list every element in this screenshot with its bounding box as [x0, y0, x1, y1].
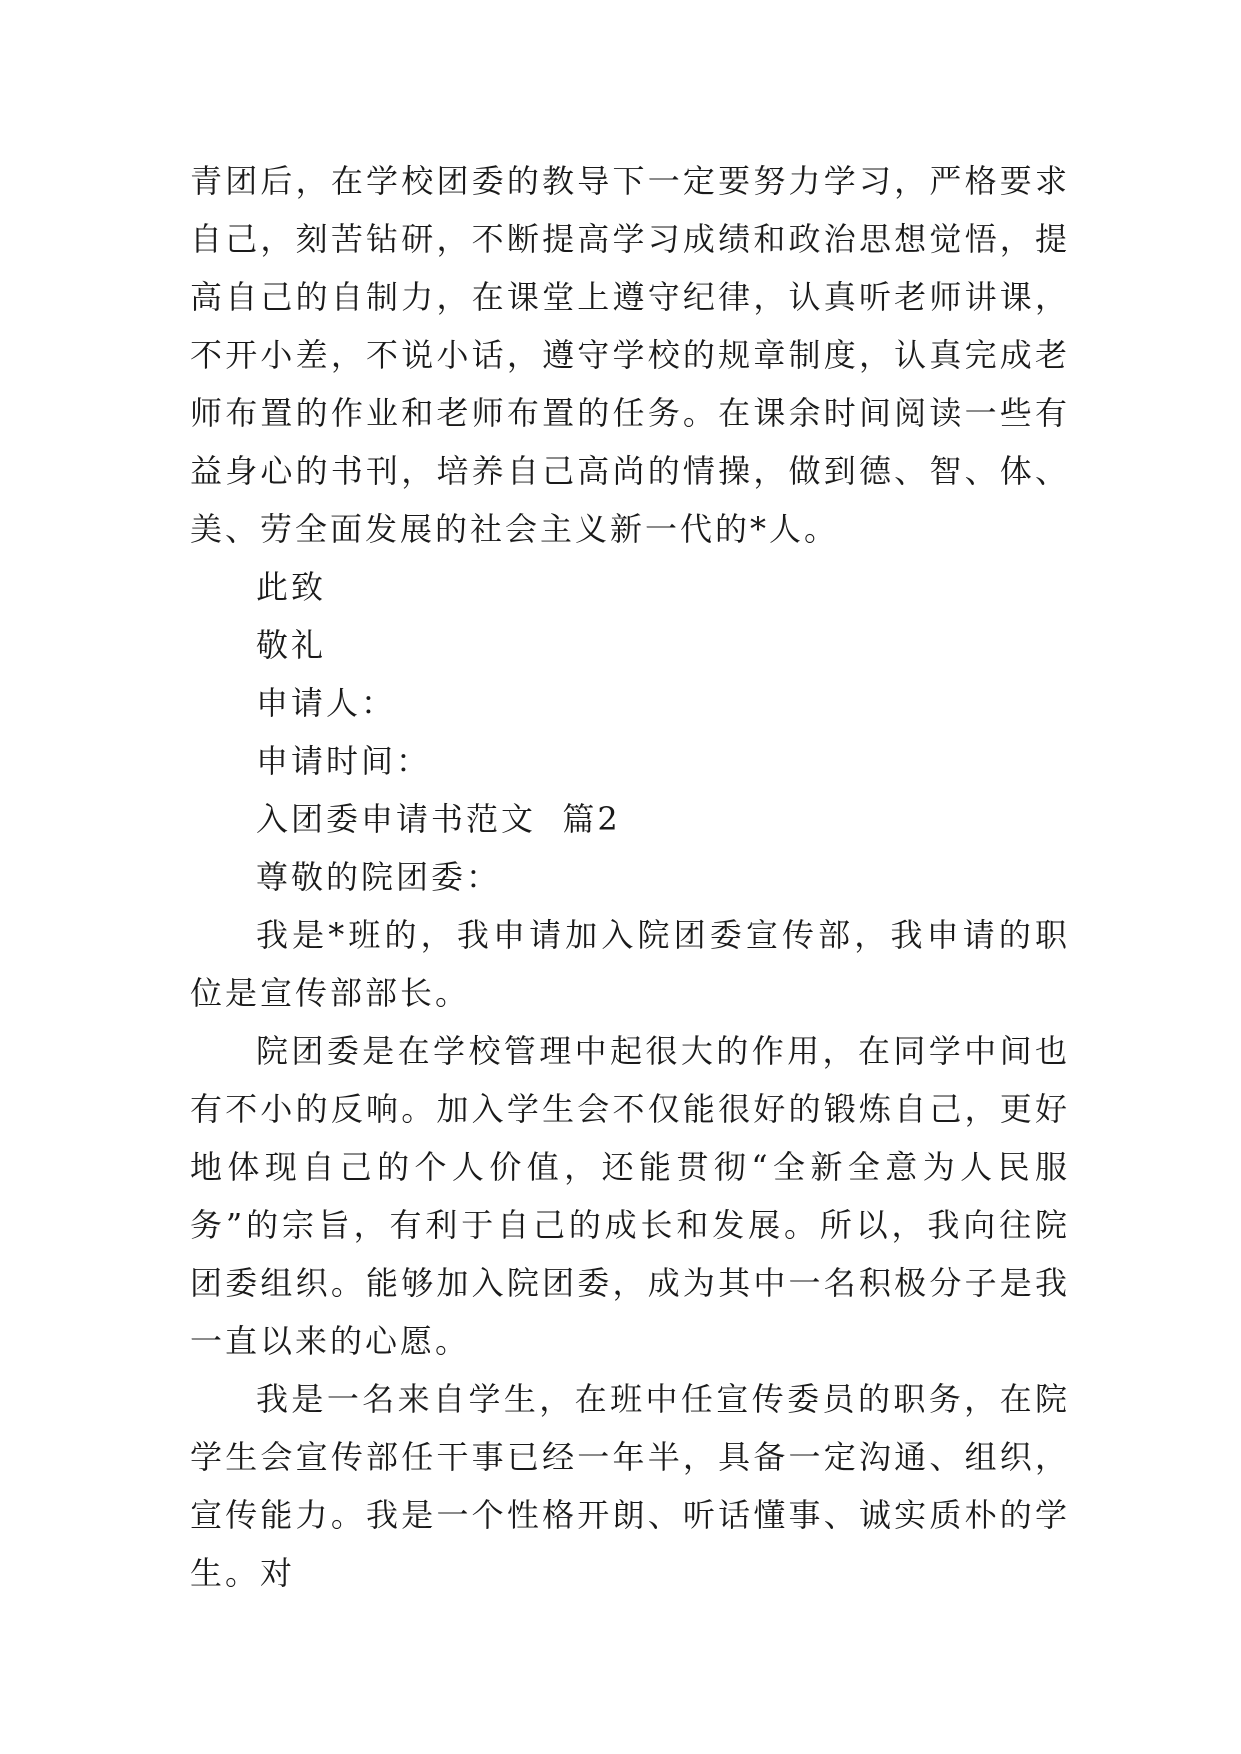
closing-salutation: 此致 [256, 568, 327, 606]
paragraph-intro: 我是*班的，我申请加入院团委宣传部，我申请的职位是宣传部部长。 [190, 916, 1070, 1012]
applicant-label: 申请人： [256, 684, 397, 722]
closing-regards: 敬礼 [256, 626, 327, 664]
paragraph-background: 我是一名来自学生，在班中任宣传委员的职务，在院学生会宣传部任干事已经一年半，具备一定沟通、组织，宣传能力。我是一个性格开朗、听话懂事、诚实质朴的学生。对 [190, 1380, 1070, 1592]
document-body [190, 152, 1070, 1602]
application-date-label: 申请时间： [256, 742, 432, 780]
greeting: 尊敬的院团委： [256, 858, 502, 896]
paragraph-continuation: 青团后，在学校团委的教导下一定要努力学习，严格要求自己，刻苦钻研，不断提高学习成绩和政治思想觉悟，提高自己的自制力，在课堂上遵守纪律，认真听老师讲课，不开小差，不说小话，遵守学校的规章制度，认真完成老师布置的作业和老师布置的任务。在课余时间阅读一些有益身心的书刊，培养自己高尚的情操，做到德、智、体、美、劳全面发展的社会主义新一代的*人。 [190, 162, 1070, 548]
paragraph-motivation: 院团委是在学校管理中起很大的作用，在同学中间也有不小的反响。加入学生会不仅能很好的锻炼自己，更好地体现自己的个人价值，还能贯彻“全新全意为人民服务”的宗旨，有利于自己的成长和发展。所以，我向往院团委组织。能够加入院团委，成为其中一名积极分子是我一直以来的心愿。 [190, 1032, 1070, 1360]
section-heading: 入团委申请书范文 篇2 [256, 800, 621, 838]
